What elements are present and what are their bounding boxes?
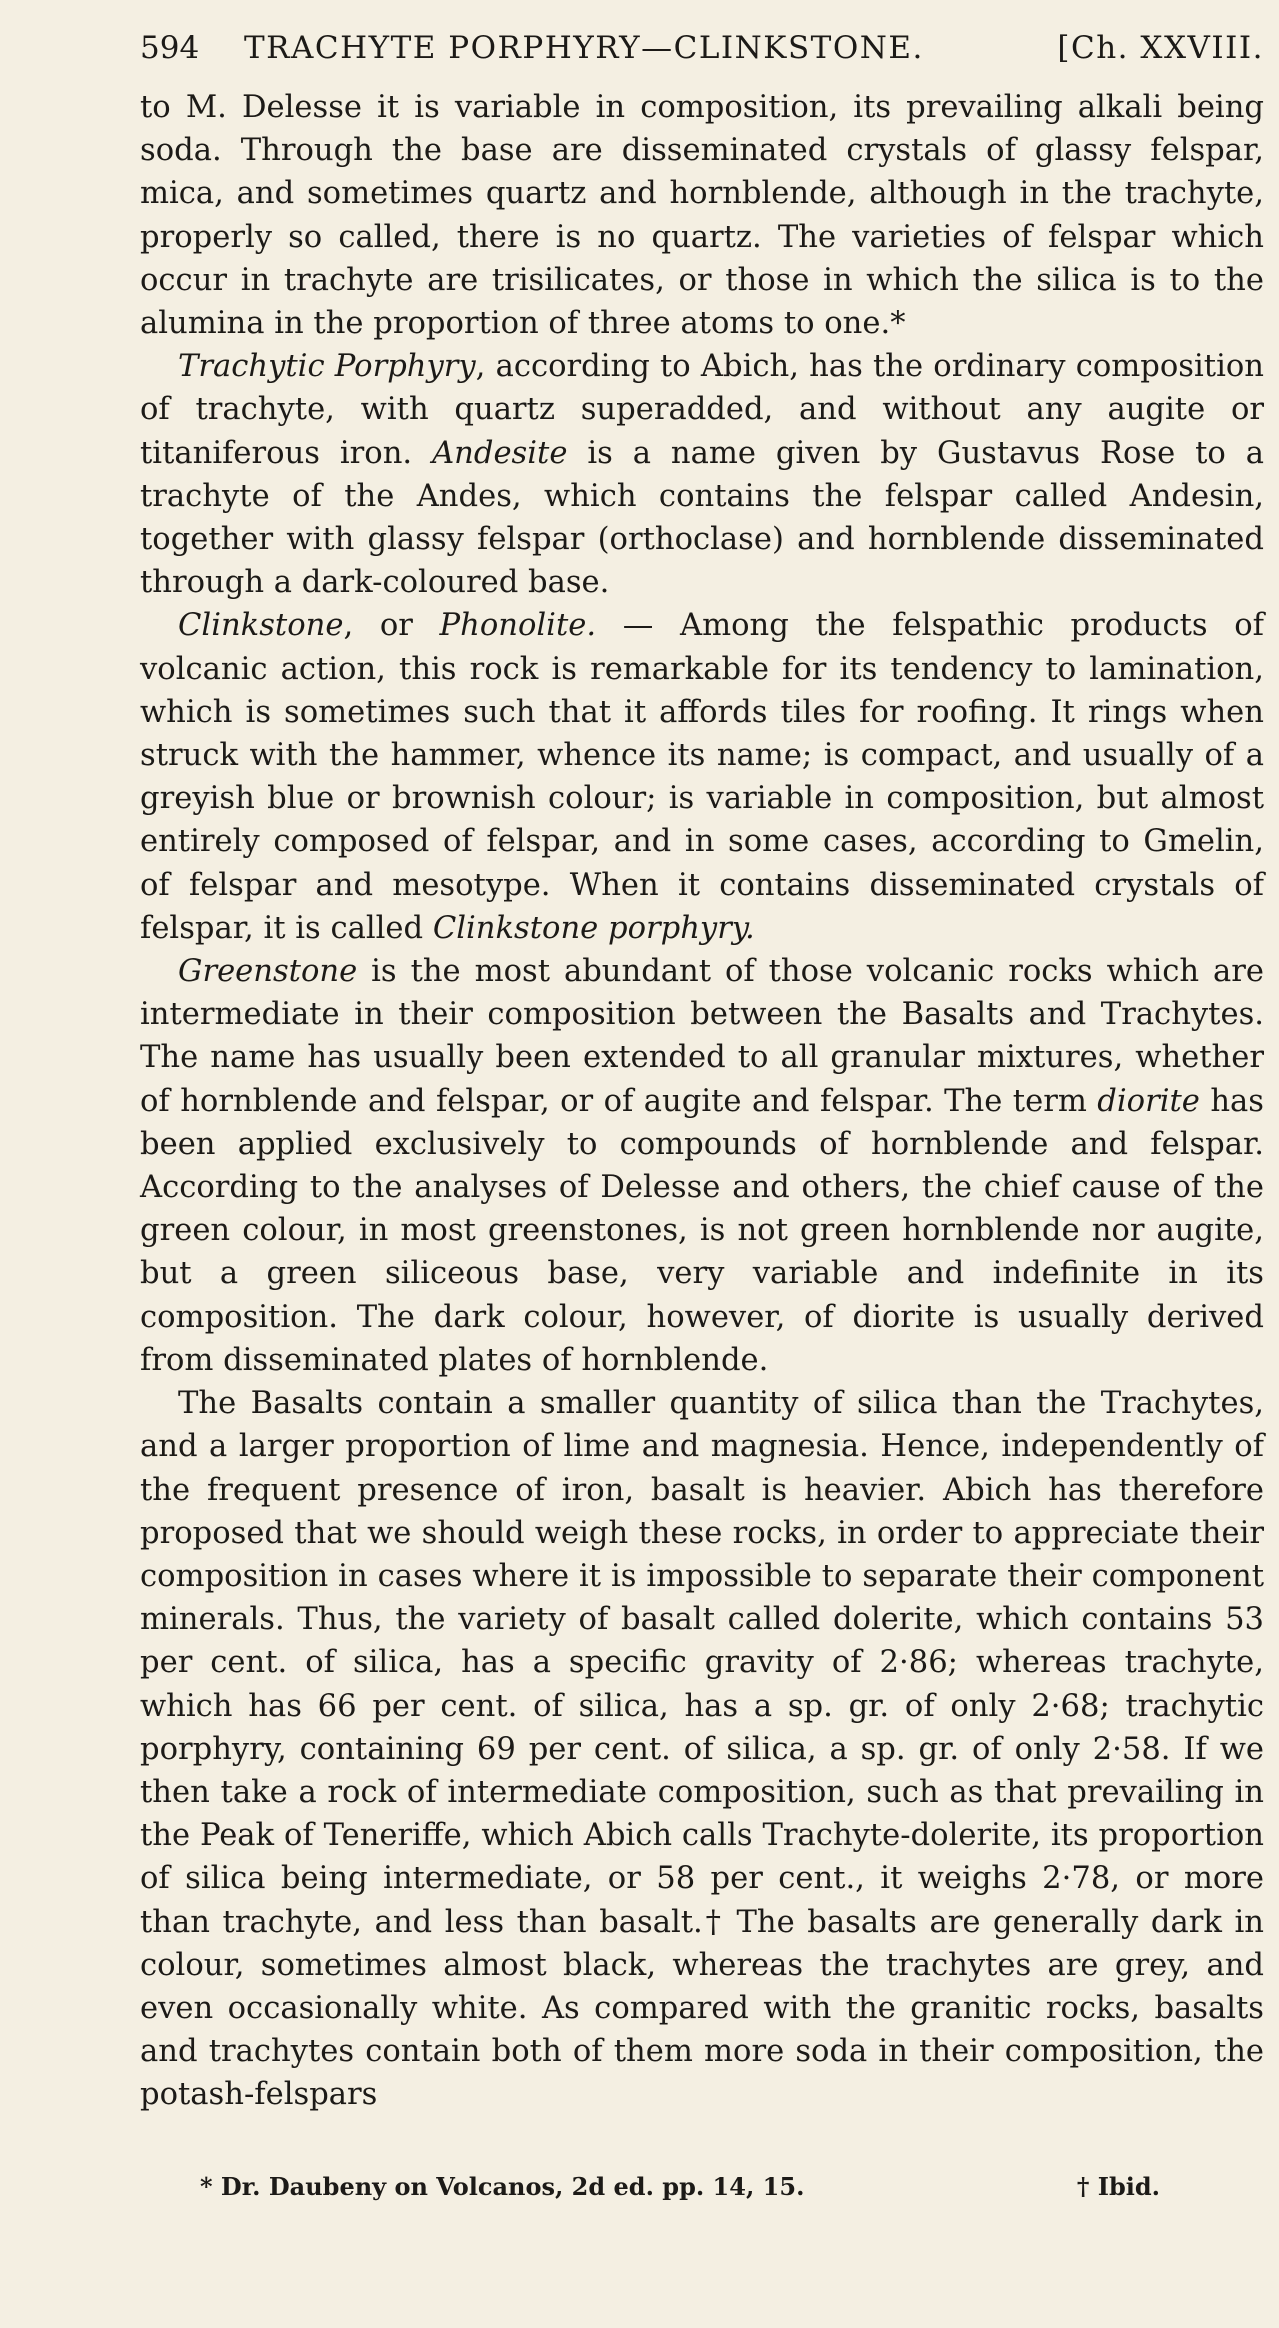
term-phonolite: Phonolite. — [439, 608, 597, 644]
term-greenstone: Greenstone — [178, 954, 358, 990]
book-page — [140, 30, 1264, 2117]
footnote-daubeny: * Dr. Daubeny on Volcanos, 2d ed. pp. 14, 15. — [200, 2172, 805, 2201]
term-clinkstone: Clinkstone — [178, 608, 344, 644]
paragraph-trachytic-porphyry — [140, 345, 1264, 604]
paragraph-text: — Among the felspathic products of volcanic action, this rock is remarkable for its tendency to lamination, which is sometimes such that it affords tiles for roofing. It rings when struck with the hammer, whence its name; is compact, and usually of a greyish blue or brownish colour; is variable in composition, but almost entirely composed of felspar, and in some cases, according to Gmelin, of felspar and mesotype. When it contains disseminated crystals of felspar, it is called — [140, 608, 1264, 946]
paragraph-text: The Basalts contain a smaller quantity of silica than the Trachytes, and a larger proportion of lime and magnesia. Hence, independently of the frequent presence of iron, basalt is heavier. Abich has therefore proposed that we should weigh these rocks, in order to appreciate their composition in cases where it is impossible to separate their component minerals. Thus, the variety of basalt called dolerite, which contains 53 per cent. of silica, has a specific gravity of 2·86; whereas trachyte, which has 66 per cent. of silica, has a sp. gr. of only 2·68; trachytic porphyry, containing 69 per cent. of silica, a sp. gr. of only 2·58. If we then take a rock of intermediate composition, such as that prevailing in the Peak of Teneriffe, which Abich calls Trachyte-dolerite, its proportion of silica being intermediate, or 58 per cent., it weighs 2·78, or more than trachyte, and less than basalt.† The basalts are generally dark in colour, sometimes almost black, whereas the trachytes are grey, and even occasionally white. As compared with the granitic rocks, basalts and trachytes contain both of them more soda in their composition, the potash-felspars — [140, 1386, 1264, 2113]
paragraph-greenstone — [140, 950, 1264, 1382]
chapter-reference: [Ch. XXVIII. — [1057, 30, 1264, 66]
paragraph-text: to M. Delesse it is variable in composition, its prevailing alkali being soda. Through the base are disseminated crystals of glassy felspar, mica, and sometimes quartz and hornblende, although in the trachyte, properly so called, there is no quartz. The varieties of felspar which occur in trachyte are trisilicates, or those in which the silica is to the alumina in the proportion of three atoms to one.* — [140, 90, 1264, 342]
term-diorite: diorite — [1097, 1083, 1200, 1119]
paragraph-text: , or — [343, 608, 440, 644]
term-clinkstone-porphyry: Clinkstone porphyry. — [432, 910, 755, 946]
running-title: TRACHYTE PORPHYRY—CLINKSTONE. — [244, 30, 924, 66]
body-text — [140, 86, 1264, 2117]
paragraph-delesse — [140, 86, 1264, 345]
footnotes — [200, 2172, 1160, 2201]
paragraph-text: has been applied exclusively to compounds of hornblende and felspar. According to the analyses of Delesse and others, the chief cause of the green colour, in most greenstones, is not green hornblende nor augite, but a green siliceous base, very variable and indefinite in its composition. The dark colour, however, of diorite is usually derived from disseminated plates of hornblende. — [140, 1083, 1264, 1378]
paragraph-text: is the most abundant of those volcanic rocks which are intermediate in their composition between the Basalts and Trachytes. The name has usually been extended to all granular mixtures, whether of hornblende and felspar, or of augite and felspar. The term — [140, 954, 1264, 1119]
page-number: 594 — [140, 30, 200, 66]
term-trachytic-porphyry: Trachytic Porphyry — [178, 349, 476, 385]
footnote-ibid: † Ibid. — [1076, 2172, 1160, 2201]
paragraph-text: , according to Abich, has the ordinary composition of trachyte, with quartz superadded, and without any augite or titaniferous iron. — [140, 349, 1264, 471]
running-head — [140, 30, 1264, 66]
term-andesite: Andesite — [432, 435, 568, 471]
paragraph-clinkstone — [140, 604, 1264, 950]
paragraph-basalts — [140, 1382, 1264, 2116]
paragraph-text: is a name given by Gustavus Rose to a trachyte of the Andes, which contains the felspar called Andesin, together with glassy felspar (orthoclase) and hornblende disseminated through a dark-coloured base. — [140, 435, 1265, 601]
